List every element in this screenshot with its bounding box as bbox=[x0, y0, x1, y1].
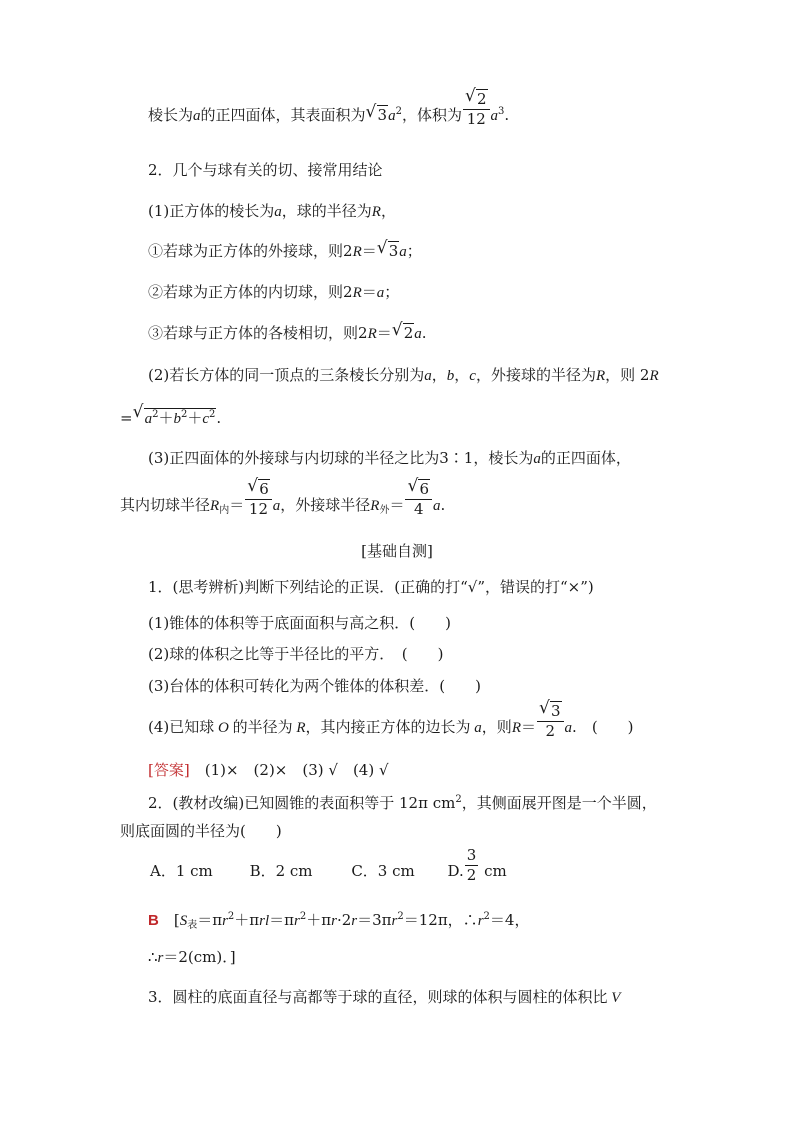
q1-item-4: (4)已知球 O 的半径为 R，其内接正方体的边长为 a，则R＝ √ 3 2 a. ( ) bbox=[148, 697, 634, 740]
text: ； bbox=[406, 242, 422, 260]
text: (4)已知球 bbox=[148, 718, 215, 736]
text: ，则 bbox=[605, 366, 636, 384]
text: (3)正四面体的外接球与内切球的半径之比为 bbox=[148, 449, 440, 467]
text: (2)若长方体的同一顶点的三条棱长分别为 bbox=[148, 366, 425, 384]
text: ③若球与正方体的各棱相切，则 bbox=[148, 324, 359, 342]
text: ，外接球的半径为 bbox=[475, 366, 596, 384]
text: . bbox=[421, 324, 427, 342]
text: 棱长为 bbox=[148, 106, 194, 124]
q1-item-2: (2)球的体积之比等于半径比的平方． ( ) bbox=[148, 645, 444, 663]
text: ，则 bbox=[481, 718, 512, 736]
text: ②若球为正方体的内切球，则 bbox=[148, 283, 344, 301]
text: ①若球为正方体的外接球，则 bbox=[148, 242, 344, 260]
text: 3．圆柱的底面直径与高都等于球的直径，则球的体积与圆柱的体积比 bbox=[148, 988, 608, 1006]
text: ∴ bbox=[148, 948, 158, 966]
q2-stem-line1: 2．(教材改编)已知圆锥的表面积等于 12π $cm^2$，其侧面展开图是一个半圆， bbox=[148, 794, 657, 812]
text: (1)正方体的棱长为 bbox=[148, 202, 275, 220]
text: . ( ) bbox=[572, 718, 634, 736]
text: . bbox=[440, 496, 446, 514]
text: 2．(教材改编)已知圆锥的表面积等于 12π cm bbox=[148, 794, 456, 812]
line-cube: (1)正方体的棱长为a，球的半径为R， bbox=[148, 202, 396, 220]
text: ； bbox=[384, 283, 400, 301]
text: ，球的半径为 bbox=[281, 202, 372, 220]
option-a: A．1 cm bbox=[150, 862, 213, 880]
q1-item-1: (1)锥体的体积等于底面面积与高之积．( ) bbox=[148, 614, 451, 632]
text: = bbox=[120, 409, 133, 427]
text: ， bbox=[380, 202, 396, 220]
text: ，体积为 bbox=[401, 106, 462, 124]
text: 的半径为 bbox=[232, 718, 293, 736]
section-heading: [基础自测] bbox=[361, 542, 433, 560]
ratio: 3∶1 bbox=[439, 449, 474, 467]
q2-stem-line2: 则底面圆的半径为( ) bbox=[120, 822, 282, 840]
line-inscribed: ②若球为正方体的内切球，则2R＝a； bbox=[148, 283, 400, 301]
q1-answer bbox=[148, 759, 389, 781]
line-edge-tangent: ③若球与正方体的各棱相切，则2R＝ √ 2a. bbox=[148, 320, 427, 342]
sqrt-expr: √ 3 bbox=[365, 102, 388, 124]
text: 的正四面体，其表面积为 bbox=[200, 106, 366, 124]
text: [ bbox=[173, 911, 180, 929]
answer-letter: B bbox=[148, 912, 159, 929]
text: ，其侧面展开图是一个半圆， bbox=[461, 794, 657, 812]
option-b: B．2 cm bbox=[249, 862, 313, 880]
line-tetra-area-volume: 棱长为a的正四面体，其表面积为 √ $3a^2$，体积为 √ 2 12 $a^3$. bbox=[148, 85, 510, 128]
answer-text: (1)× (2)× (3) √ (4) √ bbox=[204, 761, 389, 779]
text: 的正四面体， bbox=[540, 449, 631, 467]
text: ，外接球半径 bbox=[280, 496, 371, 514]
q1-stem: 1．(思考辨析)判断下列结论的正误．(正确的打“√”，错误的打“×”) bbox=[148, 578, 594, 596]
line-tetra-radii: 其内切球半径$R_内=$ √ 6 12 a，外接球半径$R_外=$ √ 6 4 a. bbox=[120, 475, 446, 518]
option-c: C．3 cm bbox=[351, 862, 415, 880]
text: 其内切球半径 bbox=[120, 496, 211, 514]
answer-label: [答案] bbox=[148, 761, 190, 779]
q2-options: A．1 cm B．2 cm C．3 cm D. $\frac{3}{2}$ cm bbox=[150, 845, 507, 884]
q2-solution-line2: ∴r＝2(cm)．] bbox=[148, 948, 236, 966]
q3-stem: 3．圆柱的底面直径与高都等于球的直径，则球的体积与圆柱的体积比 V bbox=[148, 988, 621, 1006]
text: . bbox=[216, 409, 222, 427]
line-cuboid-formula: = √ $a^2+b^2+c^2$. bbox=[120, 402, 222, 427]
section-title: 2．几个与球有关的切、接常用结论 bbox=[148, 161, 383, 179]
text: ，棱长为 bbox=[473, 449, 534, 467]
line-tetra-ratio: (3)正四面体的外接球与内切球的半径之比为3∶1，棱长为a的正四面体， bbox=[148, 449, 631, 467]
q2-solution-line1: B [$S_表=\pi r^2+\pi rl=\pi r^2+\pi r\cdot 2r=3\pi r^2=12\pi$，$\therefore r^2=4$， bbox=[148, 911, 530, 931]
q1-item-3: (3)台体的体积可转化为两个锥体的体积差．( ) bbox=[148, 677, 481, 695]
option-d: D. bbox=[447, 862, 464, 880]
line-cuboid: (2)若长方体的同一顶点的三条棱长分别为a，b，c，外接球的半径为R，则 2R bbox=[148, 366, 659, 384]
text: cm bbox=[479, 862, 507, 880]
text: ＝2(cm)．] bbox=[163, 948, 236, 966]
text: ，其内接正方体的边长为 bbox=[305, 718, 471, 736]
text: . bbox=[504, 106, 510, 124]
line-circumscribed: ①若球为正方体的外接球，则2R＝ √ 3a； bbox=[148, 238, 422, 260]
